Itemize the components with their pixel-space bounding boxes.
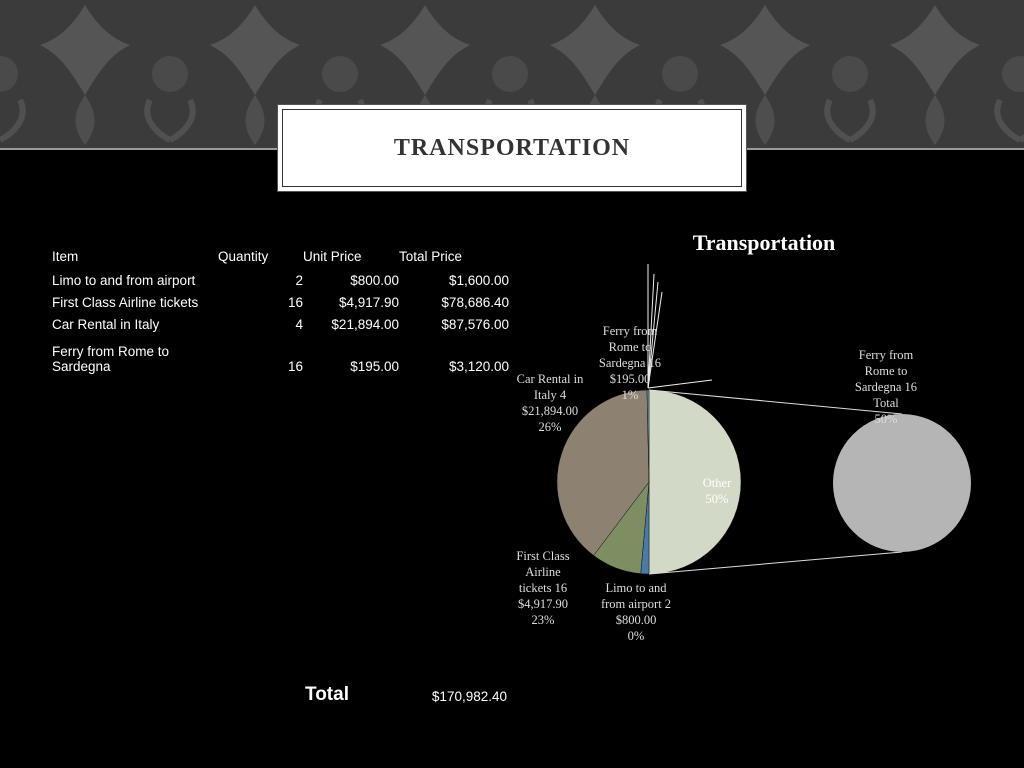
label-car-rental-line: Car Rental in	[516, 372, 584, 386]
label-first-class-line: First Class	[516, 549, 570, 563]
label-ferry-total-line: Rome to	[864, 364, 908, 378]
label-ferry-line: $195.00	[609, 372, 651, 386]
label-car-rental-line: $21,894.00	[521, 404, 579, 418]
label-other-line: Other	[702, 476, 732, 490]
table-row	[52, 266, 509, 288]
label-car-rental-line: 26%	[538, 420, 562, 434]
header-quantity: Quantity	[218, 248, 269, 264]
cell-item: Car Rental in Italy	[52, 317, 160, 332]
label-car-rental-line: Italy 4	[533, 388, 567, 402]
table-row	[52, 332, 509, 374]
label-first-class-line: tickets 16	[518, 581, 568, 595]
cell-total-price: $3,120.00	[448, 359, 509, 374]
cell-quantity: 16	[287, 359, 303, 374]
label-car-rental	[517, 372, 584, 434]
label-first-class-line: 23%	[531, 613, 555, 627]
label-limo	[601, 581, 671, 643]
label-first-class-line: Airline	[525, 565, 561, 579]
table-header-row	[52, 246, 509, 266]
label-ferry-line: Rome to	[608, 340, 652, 354]
table-row	[52, 288, 509, 310]
cell-quantity: 4	[295, 317, 303, 332]
label-other-line: 50%	[705, 492, 729, 506]
cell-unit-price: $21,894.00	[331, 317, 399, 332]
label-limo-line: Limo to and	[605, 581, 667, 595]
label-ferry-line: 1%	[621, 388, 639, 402]
cell-unit-price: $800.00	[350, 273, 399, 288]
header-unit-price: Unit Price	[303, 248, 362, 264]
secondary-pie-slice	[833, 414, 971, 552]
label-ferry-total-line: 50%	[874, 412, 898, 426]
slide-title: TRANSPORTATION	[393, 135, 631, 161]
transportation-pie-chart	[500, 220, 1020, 650]
label-ferry-total-line: Ferry from	[858, 348, 914, 362]
label-ferry-total-line: Sardegna 16	[854, 380, 918, 394]
label-limo-line: 0%	[627, 629, 645, 643]
chart-title: Transportation	[692, 230, 836, 255]
leader-line	[648, 380, 712, 388]
label-ferry-total-line: Total	[873, 396, 899, 410]
grand-total-label: Total	[305, 684, 349, 705]
grand-total-value: $170,982.40	[431, 689, 507, 704]
label-limo-line: $800.00	[615, 613, 657, 627]
cell-total-price: $78,686.40	[441, 295, 509, 310]
cell-quantity: 16	[287, 295, 303, 310]
label-first-class	[516, 549, 569, 627]
cell-item: Ferry from Rome to Sardegna	[52, 344, 170, 374]
cell-item: First Class Airline tickets	[52, 295, 199, 310]
label-ferry-line: Ferry from	[602, 324, 658, 338]
cell-total-price: $1,600.00	[448, 273, 509, 288]
table-row	[52, 310, 509, 332]
cell-item: Limo to and from airport	[52, 273, 196, 288]
label-limo-line: from airport 2	[600, 597, 672, 611]
slide-title-box	[277, 104, 747, 192]
cell-unit-price: $4,917.90	[338, 295, 399, 310]
cell-unit-price: $195.00	[350, 359, 399, 374]
cell-quantity: 2	[295, 273, 303, 288]
cost-table	[52, 246, 509, 374]
label-ferry-line: Sardegna 16	[598, 356, 662, 370]
header-item: Item	[52, 248, 79, 264]
label-first-class-line: $4,917.90	[518, 597, 568, 611]
header-total-price: Total Price	[399, 248, 463, 264]
cell-total-price: $87,576.00	[441, 317, 509, 332]
